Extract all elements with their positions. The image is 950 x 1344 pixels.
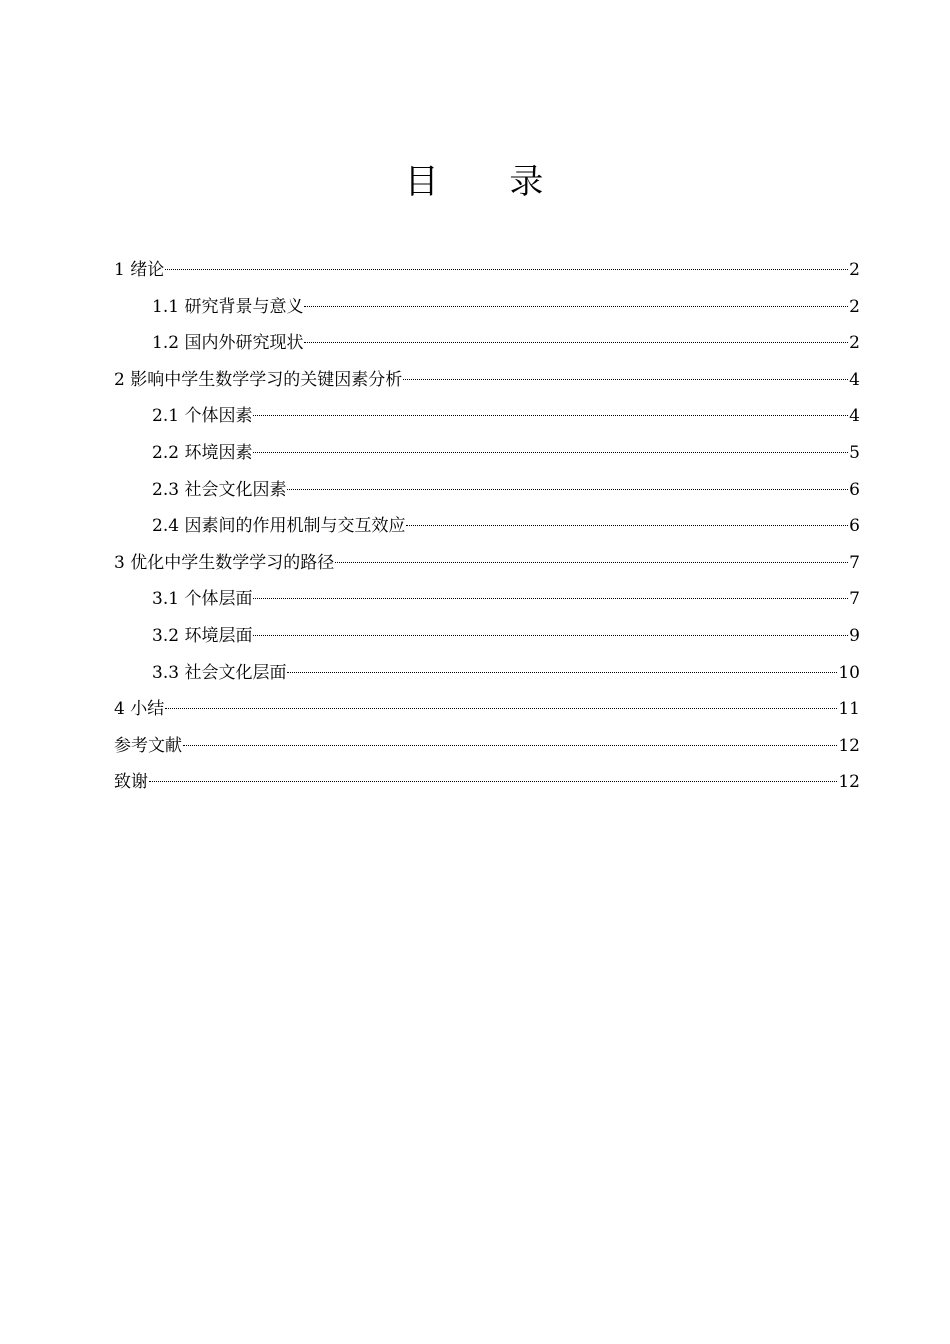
toc-dot-leader bbox=[304, 342, 848, 343]
toc-entry-label: 4 小结 bbox=[114, 699, 165, 720]
toc-entry-label: 参考文献 bbox=[114, 735, 182, 756]
toc-list bbox=[114, 252, 860, 801]
toc-dot-leader bbox=[335, 562, 848, 563]
toc-entry-label: 1 绪论 bbox=[114, 260, 165, 280]
toc-entry-3[interactable] bbox=[114, 545, 860, 582]
toc-entry-label: 2 影响中学生数学学习的关键因素分析 bbox=[114, 369, 403, 390]
toc-entry-label: 3.1 个体层面 bbox=[152, 589, 253, 610]
toc-entry-label: 3.3 社会文化层面 bbox=[152, 662, 287, 683]
toc-page-number: 4 bbox=[849, 369, 860, 390]
toc-entry-label: 2.2 环境因素 bbox=[152, 442, 253, 463]
toc-page-number: 12 bbox=[838, 735, 860, 756]
toc-dot-leader bbox=[287, 489, 848, 490]
toc-dot-leader bbox=[149, 781, 837, 782]
toc-entry-3-2[interactable] bbox=[114, 618, 860, 655]
toc-entry-label: 2.4 因素间的作用机制与交互效应 bbox=[152, 516, 406, 537]
toc-dot-leader bbox=[165, 269, 848, 270]
toc-entry-3-1[interactable] bbox=[114, 581, 860, 618]
toc-dot-leader bbox=[406, 525, 848, 526]
toc-page-number: 11 bbox=[838, 699, 860, 720]
toc-entry-2-4[interactable] bbox=[114, 508, 860, 545]
toc-entry-references[interactable] bbox=[114, 728, 860, 765]
toc-dot-leader bbox=[165, 708, 837, 709]
toc-entry-label: 致谢 bbox=[114, 772, 148, 793]
toc-entry-2-3[interactable] bbox=[114, 472, 860, 509]
toc-entry-1[interactable] bbox=[114, 252, 860, 289]
toc-page-number: 9 bbox=[849, 625, 860, 646]
toc-entry-label: 2.1 个体因素 bbox=[152, 406, 253, 427]
toc-page-number: 5 bbox=[849, 442, 860, 463]
toc-page-number: 12 bbox=[838, 772, 860, 793]
toc-entry-2-2[interactable] bbox=[114, 435, 860, 472]
toc-dot-leader bbox=[183, 745, 837, 746]
toc-page-number: 6 bbox=[849, 516, 860, 537]
toc-entry-1-2[interactable] bbox=[114, 325, 860, 362]
toc-entry-label: 1.2 国内外研究现状 bbox=[152, 333, 304, 354]
toc-entry-3-3[interactable] bbox=[114, 655, 860, 692]
toc-dot-leader bbox=[403, 379, 848, 380]
toc-dot-leader bbox=[253, 452, 848, 453]
toc-dot-leader bbox=[287, 672, 837, 673]
toc-page-number: 2 bbox=[849, 260, 860, 280]
toc-entry-4[interactable] bbox=[114, 691, 860, 728]
toc-entry-label: 2.3 社会文化因素 bbox=[152, 479, 287, 500]
toc-entry-2-1[interactable] bbox=[114, 398, 860, 435]
toc-dot-leader bbox=[253, 635, 848, 636]
toc-entry-label: 1.1 研究背景与意义 bbox=[152, 296, 304, 317]
toc-dot-leader bbox=[253, 415, 848, 416]
toc-page-number: 2 bbox=[849, 333, 860, 354]
toc-entry-label: 3.2 环境层面 bbox=[152, 625, 253, 646]
toc-page-number: 10 bbox=[838, 662, 860, 683]
toc-entry-2[interactable] bbox=[114, 362, 860, 399]
toc-page-number: 7 bbox=[849, 589, 860, 610]
toc-title: 目 录 bbox=[404, 162, 574, 202]
toc-page-number: 7 bbox=[849, 552, 860, 573]
toc-entry-label: 3 优化中学生数学学习的路径 bbox=[114, 552, 335, 573]
toc-page-number: 2 bbox=[849, 296, 860, 317]
toc-page-number: 6 bbox=[849, 479, 860, 500]
toc-page-number: 4 bbox=[849, 406, 860, 427]
toc-dot-leader bbox=[304, 306, 848, 307]
toc-entry-1-1[interactable] bbox=[114, 289, 860, 326]
toc-entry-acknowledgements[interactable] bbox=[114, 764, 860, 801]
toc-dot-leader bbox=[253, 598, 848, 599]
